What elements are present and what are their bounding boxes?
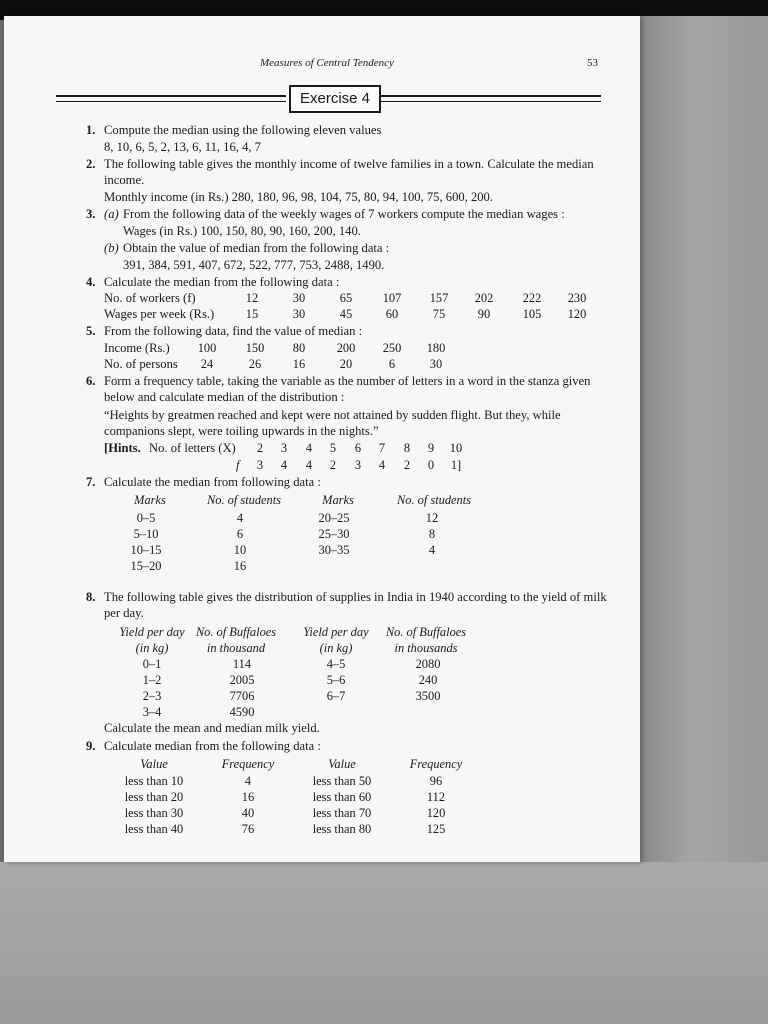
- q4-workers-cell: 30: [292, 291, 306, 305]
- q8-yield-cell: 2–3: [142, 689, 162, 703]
- q6-letters-cell: 4: [305, 441, 313, 455]
- q5-number: 5.: [86, 324, 96, 338]
- q7-column-header: No. of students: [206, 493, 281, 507]
- q4-wages-cell: 60: [385, 307, 399, 321]
- q7-number: 7.: [86, 475, 96, 489]
- q6-number: 6.: [86, 374, 96, 388]
- q8-footer: Calculate the mean and median milk yield.: [104, 721, 320, 735]
- q3a-text: From the following data of the weekly wages of 7 workers compute the median wages :: [123, 207, 565, 221]
- running-header: Measures of Central Tendency: [260, 57, 394, 69]
- q5-income-cell: 80: [292, 341, 306, 355]
- q5-row2-label: No. of persons: [104, 357, 178, 371]
- q9-frequency-cell: 120: [426, 806, 446, 820]
- q9-value-cell: less than 60: [312, 790, 372, 804]
- q7-students-cell: 4: [428, 543, 436, 557]
- q8-buffaloes-cell: 3500: [415, 689, 441, 703]
- q5-persons-cell: 20: [339, 357, 353, 371]
- q6-frequency-cell: 3: [354, 458, 362, 472]
- q8-header-yield-left-unit: (in kg): [135, 641, 169, 655]
- q8-buffaloes-cell: 7706: [229, 689, 255, 703]
- q4-workers-cell: 230: [567, 291, 587, 305]
- q4-wages-cell: 105: [522, 307, 542, 321]
- q7-marks-cell: 5–10: [133, 527, 159, 541]
- q5-persons-cell: 16: [292, 357, 306, 371]
- q1-number: 1.: [86, 123, 96, 137]
- q7-marks-cell: 30–35: [318, 543, 350, 557]
- q6-row1-label: No. of letters (X): [149, 441, 236, 455]
- q9-frequency-cell: 16: [241, 790, 255, 804]
- scan-background-bottom: [0, 862, 768, 1024]
- q9-column-header: Value: [140, 757, 168, 771]
- q5-income-cell: 200: [336, 341, 356, 355]
- q9-value-cell: less than 40: [124, 822, 184, 836]
- q6-letters-cell: 9: [427, 441, 435, 455]
- q6-letters-cell: 6: [354, 441, 362, 455]
- page-number: 53: [587, 57, 598, 69]
- exercise-rule-left-top: [56, 95, 286, 97]
- q6-frequency-cell: 2: [403, 458, 411, 472]
- q4-workers-cell: 202: [474, 291, 494, 305]
- q7-text: Calculate the median from following data :: [104, 475, 321, 489]
- q4-wages-cell: 45: [339, 307, 353, 321]
- q9-column-header: Frequency: [409, 757, 463, 771]
- q6-line2: below and calculate median of the distribution :: [104, 390, 345, 404]
- q8-header-yield-left: Yield per day: [119, 625, 185, 639]
- q7-students-cell: 4: [236, 511, 244, 525]
- q9-value-cell: less than 20: [124, 790, 184, 804]
- q5-persons-cell: 30: [429, 357, 443, 371]
- q6-frequency-cell: 4: [305, 458, 313, 472]
- q6-letters-cell: 5: [329, 441, 337, 455]
- q4-workers-cell: 12: [245, 291, 259, 305]
- q5-row1-label: Income (Rs.): [104, 341, 170, 355]
- exercise-rule-right-top: [381, 95, 601, 97]
- q7-students-cell: 10: [233, 543, 247, 557]
- q8-yield-cell: 6–7: [326, 689, 346, 703]
- q9-text: Calculate median from the following data :: [104, 739, 321, 753]
- q9-frequency-cell: 96: [429, 774, 443, 788]
- q5-income-cell: 180: [426, 341, 446, 355]
- q6-quote1: “Heights by greatmen reached and kept were not attained by sudden flight. But they, while: [104, 408, 561, 422]
- q4-text: Calculate the median from the following data :: [104, 275, 340, 289]
- q6-frequency-cell: 3: [256, 458, 264, 472]
- q8-line1: The following table gives the distribution of supplies in India in 1940 according to the yield of milk: [104, 590, 607, 604]
- q4-wages-cell: 75: [432, 307, 446, 321]
- q6-quote2: companions slept, were toiling upwards in the nights.”: [104, 424, 379, 438]
- q6-row2-label: f: [236, 458, 240, 472]
- q4-workers-cell: 65: [339, 291, 353, 305]
- q4-workers-cell: 222: [522, 291, 542, 305]
- q2-line1: The following table gives the monthly income of twelve families in a town. Calculate the median: [104, 157, 594, 171]
- q3b-values: 391, 384, 591, 407, 672, 522, 777, 753, 2488, 1490.: [123, 258, 385, 272]
- q7-marks-cell: 25–30: [318, 527, 350, 541]
- q6-hints-label: [Hints.: [104, 441, 141, 455]
- q7-students-cell: 16: [233, 559, 247, 573]
- q8-buffaloes-cell: 2080: [415, 657, 441, 671]
- q2-number: 2.: [86, 157, 96, 171]
- q7-marks-cell: 10–15: [130, 543, 162, 557]
- q4-row1-label: No. of workers (f): [104, 291, 196, 305]
- q6-frequency-cell: 1]: [450, 458, 462, 472]
- exercise-rule-left-bottom: [56, 101, 286, 102]
- q7-column-header: Marks: [134, 493, 166, 507]
- q8-number: 8.: [86, 590, 96, 604]
- q4-wages-cell: 90: [477, 307, 491, 321]
- q5-income-cell: 250: [382, 341, 402, 355]
- q8-yield-cell: 1–2: [142, 673, 162, 687]
- q9-frequency-cell: 76: [241, 822, 255, 836]
- q8-header-buffaloes-right-unit: in thousands: [394, 641, 458, 655]
- q9-column-header: Frequency: [221, 757, 275, 771]
- q8-header-yield-right: Yield per day: [303, 625, 369, 639]
- q6-frequency-cell: 4: [378, 458, 386, 472]
- q3a-values: Wages (in Rs.) 100, 150, 80, 90, 160, 200, 140.: [123, 224, 361, 238]
- q2-line3: Monthly income (in Rs.) 280, 180, 96, 98, 104, 75, 80, 94, 100, 75, 600, 200.: [104, 190, 493, 204]
- q3b-text: Obtain the value of median from the following data :: [123, 241, 390, 255]
- q8-yield-cell: 0–1: [142, 657, 162, 671]
- q4-workers-cell: 157: [429, 291, 449, 305]
- q8-header-buffaloes-left-unit: in thousand: [206, 641, 266, 655]
- q9-frequency-cell: 112: [426, 790, 446, 804]
- q9-frequency-cell: 125: [426, 822, 446, 836]
- q3a-label: (a): [104, 207, 119, 221]
- exercise-heading: Exercise 4: [289, 85, 381, 113]
- q6-letters-cell: 2: [256, 441, 264, 455]
- q9-frequency-cell: 40: [241, 806, 255, 820]
- q6-frequency-cell: 0: [427, 458, 435, 472]
- q6-frequency-cell: 2: [329, 458, 337, 472]
- q7-marks-cell: 15–20: [130, 559, 162, 573]
- q7-marks-cell: 0–5: [136, 511, 156, 525]
- q1-values: 8, 10, 6, 5, 2, 13, 6, 11, 16, 4, 7: [104, 140, 261, 154]
- q8-buffaloes-cell: 114: [232, 657, 252, 671]
- q6-letters-cell: 8: [403, 441, 411, 455]
- q5-persons-cell: 24: [200, 357, 214, 371]
- q6-letters-cell: 3: [280, 441, 288, 455]
- q8-yield-cell: 4–5: [326, 657, 346, 671]
- q3b-label: (b): [104, 241, 119, 255]
- q4-row2-label: Wages per week (Rs.): [104, 307, 215, 321]
- q8-header-yield-right-unit: (in kg): [319, 641, 353, 655]
- q6-frequency-cell: 4: [280, 458, 288, 472]
- q9-value-cell: less than 70: [312, 806, 372, 820]
- q4-wages-cell: 15: [245, 307, 259, 321]
- q9-value-cell: less than 80: [312, 822, 372, 836]
- q7-students-cell: 6: [236, 527, 244, 541]
- q7-students-cell: 12: [425, 511, 439, 525]
- q5-text: From the following data, find the value of median :: [104, 324, 363, 338]
- q8-buffaloes-cell: 2005: [229, 673, 255, 687]
- q5-persons-cell: 26: [248, 357, 262, 371]
- q8-yield-cell: 5–6: [326, 673, 346, 687]
- q6-letters-cell: 10: [449, 441, 463, 455]
- q7-marks-cell: 20–25: [318, 511, 350, 525]
- q9-frequency-cell: 4: [244, 774, 252, 788]
- q8-buffaloes-cell: 4590: [229, 705, 255, 719]
- q7-column-header: No. of students: [396, 493, 471, 507]
- q5-persons-cell: 6: [388, 357, 396, 371]
- q2-line2: income.: [104, 173, 145, 187]
- q8-yield-cell: 3–4: [142, 705, 162, 719]
- q6-line1: Form a frequency table, taking the variable as the number of letters in a word in the stanza given: [104, 374, 591, 388]
- q8-header-buffaloes-left: No. of Buffaloes: [195, 625, 277, 639]
- exercise-rule-right-bottom: [381, 101, 601, 102]
- q4-number: 4.: [86, 275, 96, 289]
- q8-line2: per day.: [104, 606, 144, 620]
- textbook-page: [4, 16, 640, 862]
- q8-header-buffaloes-right: No. of Buffaloes: [385, 625, 467, 639]
- q4-wages-cell: 120: [567, 307, 587, 321]
- q7-students-cell: 8: [428, 527, 436, 541]
- q6-letters-cell: 7: [378, 441, 386, 455]
- q9-column-header: Value: [328, 757, 356, 771]
- q8-buffaloes-cell: 240: [418, 673, 438, 687]
- q9-value-cell: less than 50: [312, 774, 372, 788]
- q4-wages-cell: 30: [292, 307, 306, 321]
- q1-text: Compute the median using the following eleven values: [104, 123, 382, 137]
- q9-value-cell: less than 10: [124, 774, 184, 788]
- q5-income-cell: 150: [245, 341, 265, 355]
- q3-number: 3.: [86, 207, 96, 221]
- q5-income-cell: 100: [197, 341, 217, 355]
- q9-number: 9.: [86, 739, 96, 753]
- q7-column-header: Marks: [322, 493, 354, 507]
- q9-value-cell: less than 30: [124, 806, 184, 820]
- q4-workers-cell: 107: [382, 291, 402, 305]
